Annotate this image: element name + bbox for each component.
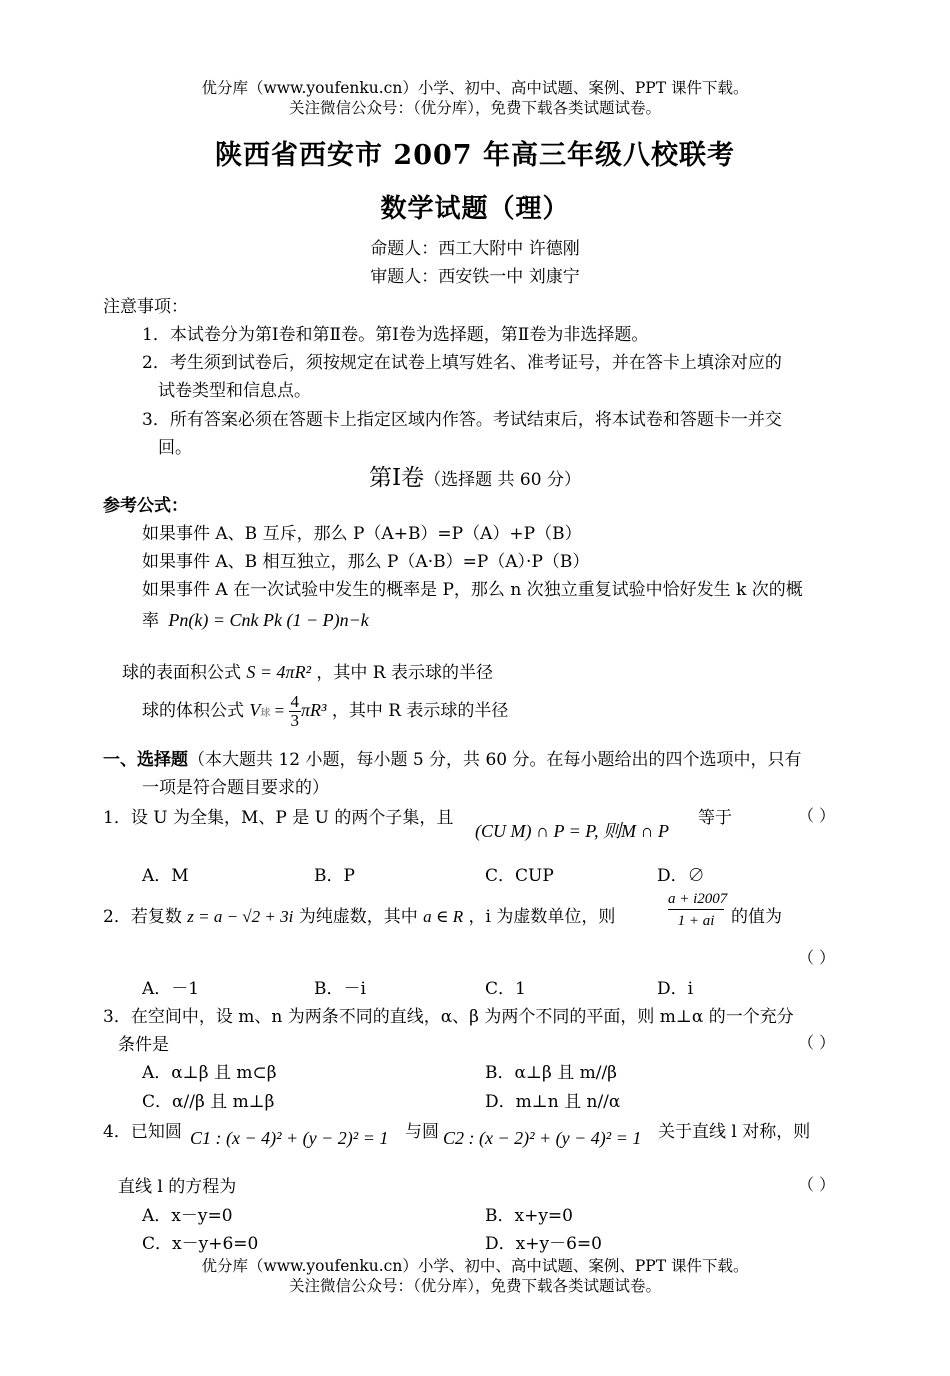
part1-heading-cont: 一项是符合题目要求的）: [142, 778, 329, 798]
note-item-2: 2．考生须到试卷后，须按规定在试卷上填写姓名、准考证号，并在答卡上填涂对应的: [142, 353, 782, 373]
sphere-volume-label: 球的体积公式: [142, 701, 244, 721]
q4-answer-paren[interactable]: （ ）: [798, 1175, 836, 1194]
sphere-volume-eq: =: [270, 701, 289, 720]
question-1: [103, 803, 453, 828]
notes-heading: 注意事项：: [103, 297, 188, 317]
question-3: 3．在空间中，设 m、n 为两条不同的直线，α、β 为两个不同的平面，则 m⊥α 的一个充分: [103, 1007, 794, 1027]
q2-fraction-num: a + i2007: [668, 889, 724, 910]
q1-answer-paren[interactable]: （ ）: [798, 806, 836, 825]
q3-answer-paren[interactable]: （ ）: [798, 1033, 836, 1052]
q2-fraction-den: 1 + ai: [677, 913, 715, 929]
sphere-volume-sub: 球: [260, 708, 271, 719]
q1-tail: 等于: [698, 808, 732, 828]
q2-expr-a: a ∈ R: [423, 907, 464, 926]
author-line: 命题人：西工大附中 许德刚: [370, 239, 580, 259]
q3-option-d[interactable]: D．m⊥n 且 n//α: [485, 1092, 621, 1112]
q4-option-d[interactable]: D．x+y－6=0: [485, 1234, 602, 1254]
q4-tail: 关于直线 l 对称，则: [658, 1122, 811, 1142]
q2-text: 2．若复数: [103, 907, 182, 927]
q4-circle-1: C1 : (x − 4)² + (y − 2)² = 1: [190, 1128, 389, 1148]
part1-heading-rest: （本大题共 12 小题，每小题 5 分，共 60 分。在每小题给出的四个选项中，只有: [188, 750, 802, 770]
q2-answer-paren[interactable]: （ ）: [798, 948, 836, 967]
formula-independent: 如果事件 A、B 相互独立，那么 P（A·B）=P（A）·P（B）: [142, 552, 590, 572]
q1-option-d[interactable]: D．∅: [657, 866, 705, 886]
fraction-denominator: 3: [290, 711, 299, 730]
q2-tail: 的值为: [731, 907, 782, 927]
q4-text-cont: 直线 l 的方程为: [118, 1177, 237, 1197]
q4-option-b[interactable]: B．x+y=0: [485, 1206, 573, 1226]
section-heading: [0, 459, 950, 492]
q4-circle-2: C2 : (x − 2)² + (y − 4)² = 1: [443, 1128, 642, 1148]
header-line-1: 优分库（www.youfenku.cn）小学、初中、高中试题、案例、PPT 课件下载。: [201, 79, 749, 97]
formula-sphere-volume: [142, 692, 508, 732]
note-item-3: 3．所有答案必须在答题卡上指定区域内作答。考试结束后，将本试卷和答题卡一并交: [142, 410, 782, 430]
q2-option-d[interactable]: D．i: [657, 979, 694, 999]
q2-mid: 为纯虚数，其中: [298, 907, 418, 927]
q4-mid: 与圆: [405, 1122, 439, 1142]
question-2: [103, 902, 615, 927]
formula-mutually-exclusive: 如果事件 A、B 互斥，那么 P（A+B）=P（A）+P（B）: [142, 524, 582, 544]
fraction-four-thirds: [289, 693, 302, 730]
q3-option-a[interactable]: A．α⊥β 且 m⊂β: [142, 1063, 277, 1083]
formula-sphere-area: [122, 658, 493, 683]
section-note: （选择题 共 60 分）: [424, 470, 581, 490]
formula-binomial-prefix: 率: [142, 611, 159, 631]
q4-option-c[interactable]: C．x－y+6=0: [142, 1234, 259, 1254]
q1-option-c[interactable]: C．CUP: [485, 866, 554, 886]
exam-title: 陕西省西安市 2007 年高三年级八校联考: [215, 140, 735, 171]
footer-line-1: 优分库（www.youfenku.cn）小学、初中、高中试题、案例、PPT 课件下载。: [201, 1257, 749, 1275]
q3-text-cont: 条件是: [118, 1035, 169, 1055]
part1-heading-bold: 一、选择题: [103, 750, 188, 770]
formulas-heading: 参考公式：: [103, 496, 188, 516]
part1-heading: [103, 745, 802, 770]
q2-option-c[interactable]: C．1: [485, 979, 526, 999]
q2-option-b[interactable]: B．－i: [314, 979, 366, 999]
q4-option-a[interactable]: A．x－y=0: [142, 1206, 233, 1226]
footer-line-2: 关注微信公众号：（优分库），免费下载各类试题试卷。: [288, 1277, 661, 1295]
q2-option-a[interactable]: A．－1: [142, 979, 200, 999]
q1-expr: (CU M) ∩ P = P, 则M ∩ P: [475, 821, 669, 841]
sphere-volume-expr: πR³: [301, 700, 327, 720]
formula-binomial-text: 如果事件 A 在一次试验中发生的概率是 P，那么 n 次独立重复试验中恰好发生 k 次的概: [142, 580, 803, 600]
q2-expr-z: z = a − √2 + 3i: [187, 907, 294, 926]
formula-binomial-expr: Pn(k) = Cnk Pk (1 − P)n−k: [168, 610, 369, 630]
fraction-numerator: 4: [290, 692, 299, 711]
q2-mid2: ，i 为虚数单位，则: [468, 907, 616, 927]
q1-option-b[interactable]: B．P: [314, 866, 355, 886]
sphere-area-expr: S = 4πR²: [246, 662, 311, 682]
q3-option-b[interactable]: B．α⊥β 且 m//β: [485, 1063, 617, 1083]
q1-text: 1．设 U 为全集，M、P 是 U 的两个子集，且: [103, 808, 454, 828]
q1-option-a[interactable]: A．M: [142, 866, 189, 886]
sphere-area-label: 球的表面积公式: [122, 663, 241, 683]
reviewer-line: 审题人：西安铁一中 刘康宁: [370, 267, 580, 287]
question-4: 4．已知圆: [103, 1122, 182, 1142]
formula-binomial-line: [142, 606, 369, 631]
sphere-area-note: ，其中 R 表示球的半径: [316, 663, 493, 683]
note-item-3-cont: 回。: [158, 438, 192, 458]
header-line-2: 关注微信公众号：（优分库），免费下载各类试题试卷。: [288, 99, 661, 117]
note-item-1: 1．本试卷分为第Ⅰ卷和第Ⅱ卷。第Ⅰ卷为选择题，第Ⅱ卷为非选择题。: [142, 325, 649, 345]
exam-subtitle: 数学试题（理）: [380, 194, 570, 224]
sphere-volume-symbol: V: [249, 700, 261, 720]
q2-fraction: [668, 889, 728, 932]
q3-option-c[interactable]: C．α//β 且 m⊥β: [142, 1092, 275, 1112]
sphere-volume-note: ，其中 R 表示球的半径: [331, 701, 509, 721]
section-title: 第Ⅰ卷: [369, 465, 425, 491]
note-item-2-cont: 试卷类型和信息点。: [158, 381, 311, 401]
